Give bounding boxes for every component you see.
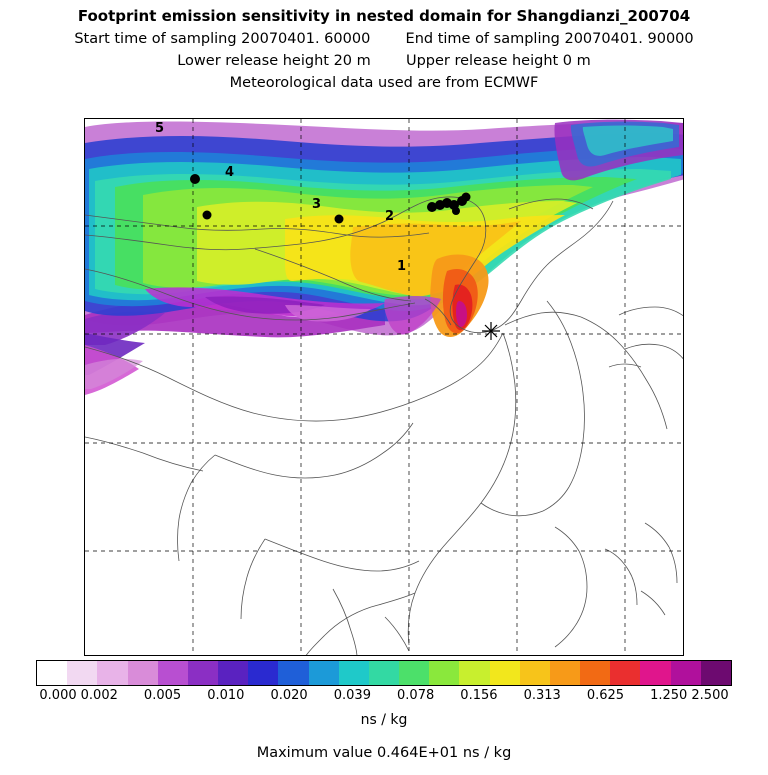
colorbar-tick: 1.250 <box>650 688 688 703</box>
colorbar-swatch <box>97 661 127 685</box>
colorbar <box>36 660 732 686</box>
colorbar-swatch <box>309 661 339 685</box>
colorbar-tick: 0.005 <box>143 688 182 703</box>
colorbar-swatch <box>339 661 369 685</box>
colorbar-tick: 0.039 <box>333 688 371 703</box>
max-value-label: Maximum value 0.464E+01 ns / kg <box>256 745 512 761</box>
lower-release-label: Lower release height 20 m <box>177 53 371 69</box>
colorbar-swatch <box>128 661 158 685</box>
end-time-label: End time of sampling 20070401. 90000 <box>405 31 694 47</box>
sampling-time-line <box>0 31 768 47</box>
colorbar-tick-labels <box>0 688 768 704</box>
colorbar-swatch <box>490 661 520 685</box>
colorbar-swatch <box>550 661 580 685</box>
colorbar-swatch <box>429 661 459 685</box>
colorbar-tick: 0.078 <box>397 688 435 703</box>
trajectory-label-2: 2 <box>385 209 395 224</box>
trajectory-label-3: 3 <box>312 197 322 212</box>
colorbar-units: ns / kg <box>360 712 408 728</box>
colorbar-swatch <box>158 661 188 685</box>
release-height-line <box>0 53 768 69</box>
colorbar-swatch <box>459 661 489 685</box>
colorbar-swatch <box>188 661 218 685</box>
colorbar-swatch <box>278 661 308 685</box>
colorbar-swatch <box>37 661 67 685</box>
upper-release-label: Upper release height 0 m <box>405 53 591 69</box>
colorbar-tick: 0.000 <box>39 688 77 703</box>
start-time-label: Start time of sampling 20070401. 60000 <box>74 31 371 47</box>
page-title: Footprint emission sensitivity in nested domain for Shangdianzi_200704 <box>77 7 691 25</box>
trajectory-label-1: 1 <box>397 259 407 274</box>
map-graphic <box>85 119 684 656</box>
colorbar-swatch <box>248 661 278 685</box>
colorbar-tick: 0.313 <box>523 688 561 703</box>
colorbar-tick: 0.625 <box>586 688 625 703</box>
colorbar-swatch <box>218 661 248 685</box>
colorbar-swatch <box>610 661 640 685</box>
met-data-label: Meteorological data used are from ECMWF <box>229 75 539 91</box>
colorbar-swatch <box>580 661 610 685</box>
trajectory-label-5: 5 <box>155 121 165 136</box>
colorbar-tick: 2.500 <box>691 688 729 703</box>
colorbar-swatch <box>640 661 670 685</box>
colorbar-swatch <box>520 661 550 685</box>
colorbar-tick: 0.002 <box>80 688 118 703</box>
colorbar-swatch <box>67 661 97 685</box>
trajectory-label-4: 4 <box>225 165 235 180</box>
colorbar-swatch <box>701 661 731 685</box>
colorbar-tick: 0.010 <box>207 688 245 703</box>
map-panel <box>84 118 684 656</box>
colorbar-tick: 0.156 <box>460 688 498 703</box>
colorbar-swatch <box>369 661 399 685</box>
colorbar-swatch <box>399 661 429 685</box>
colorbar-gradient <box>36 660 732 686</box>
colorbar-tick: 0.020 <box>270 688 308 703</box>
colorbar-swatch <box>671 661 701 685</box>
